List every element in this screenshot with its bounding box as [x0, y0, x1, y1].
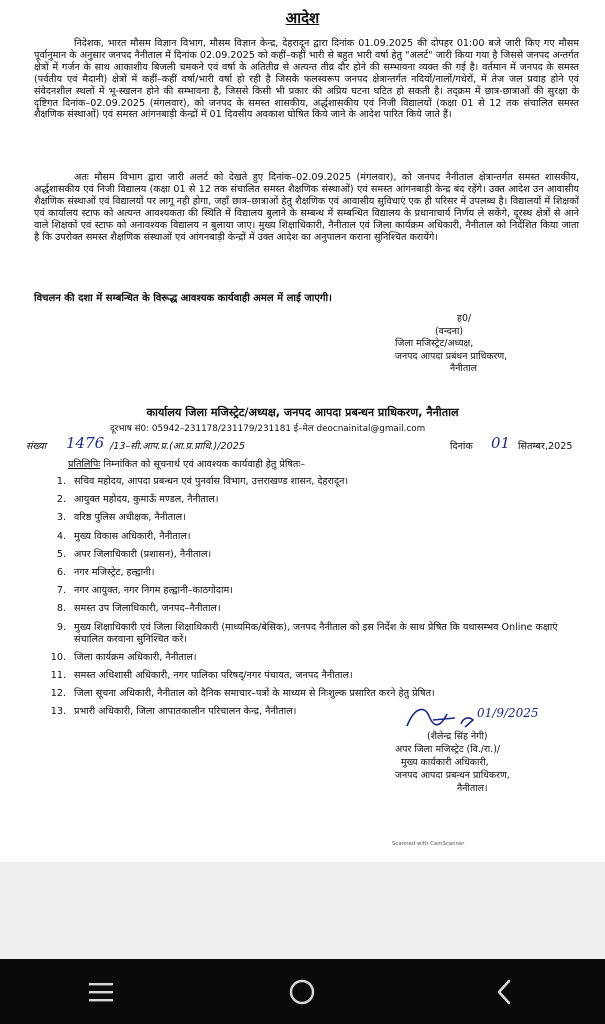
home-button[interactable]: [272, 967, 332, 1017]
recipient-text: नगर आयुक्त, नगर निगम हल्द्वानी–काठगोदाम।: [74, 585, 233, 597]
recipient-text: वरिष्ठ पुलिस अधीक्षक, नैनीताल।: [74, 512, 186, 524]
recipient-text: मुख्य विकास अधिकारी, नैनीताल।: [74, 530, 191, 542]
paragraph-1: निदेशक, भारत मौसम विज्ञान विभाग, मौसम विज्ञान केन्द्र, देहरादून द्वारा दिनांक 01.09.2025 की दोपहर 01:00 बजे जारी किए गए मौसम पूर्वानुमान के अनुसार जनपद नैनीताल में दिनांक 02.09.2025 को कहीं–कहीं भारी से बहुत भारी वर्षा हेतु "अलर्ट" जारी किया गया है जिससे जनपद अन्तर्गत क्षेत्रों में गर्जन के साथ आकाशीय बिजली चमकने एवं वर्षा के अतितीव्र से अत्यन्त तीव्र दौर होने की सम्भावना व्यक्त की गई है। वर्तमान में जनपद के समस्त (पर्वतीय एवं मैदानी) क्षेत्रों में कहीं–कहीं वर्षा/भारी वर्षा हो रही है जिसके फलस्वरूप जनपद क्षेत्रान्तर्गत नदियों/नालों/गधेरों, में तेज जल प्रवाह होने एवं संवेदनशील स्थलों में भू-स्खलन होने की सम्भावना है, जिससे किसी भी प्रकार की अप्रिय घटना घटित हो सकती है। तद्क्रम में छात्र-छात्राओं की सुरक्षा के दृष्टिगत दिनांक–02.09.2025 (मंगलवार), को जनपद के समस्त शासकीय, अर्द्धशासकीय एवं निजी विद्यालयों (कक्षा 01 से 12 तक संचालित समस्त शैक्षणिक संस्थाओं) एवं समस्त आंगनबाड़ी केन्द्रों में 01 दिवसीय अवकाश घोषित किये जाने के आदेश पारित किये जाते हैं।: [34, 38, 579, 121]
recipient-item: [44, 688, 584, 700]
ref-suffix: /13–सी.आप.प्र.(आ.प्र.प्राधि.)/2025: [110, 441, 245, 452]
recipient-text: प्रभारी अधिकारी, जिला आपातकालीन परिचालन केन्द्र, नैनीताल।: [74, 706, 297, 718]
recipient-text: समस्त अधिशासी अधिकारी, नगर पालिका परिषद्/नगर पंचायत, जनपद नैनीताल।: [74, 669, 353, 681]
recipient-item: [44, 585, 584, 597]
office-heading: कार्यालय जिला मजिस्ट्रेट/अध्यक्ष, जनपद आपदा प्रबन्धन प्राधिकरण, नैनीताल: [146, 406, 459, 419]
signatory2-authority: जनपद आपदा प्रबन्धन प्राधिकरण,: [395, 770, 510, 782]
signatory-designation: जिला मजिस्ट्रेट/अध्यक्ष,: [395, 338, 474, 350]
recipient-number: 8.: [56, 603, 66, 615]
signatory-name: (वन्दना): [435, 325, 464, 337]
android-navigation-bar: [0, 959, 605, 1024]
recipient-text: नगर मजिस्ट्रेट, हल्द्वानी।: [74, 567, 155, 579]
recipient-number: 4.: [56, 530, 66, 542]
recipient-number: 5.: [56, 548, 66, 560]
recipient-number: 7.: [56, 585, 66, 597]
recipient-text: आयुक्त महोदय, कुमाऊँ मण्डल, नैनीताल।: [74, 494, 219, 506]
document-title: आदेश: [285, 9, 320, 27]
recipient-item: [44, 603, 584, 615]
recipient-text: मुख्य शिक्षाधिकारी एवं जिला शिक्षाधिकारी (माध्यमिक/बेसिक), जनपद नैनीताल को इस निर्देश के साथ प्रेषित कि यथासम्भव Online कक्षाएं संचालित करवाना सुनिश्चित करें।: [74, 621, 558, 645]
signatory-place: नैनीताल: [450, 363, 477, 375]
recipient-number: 3.: [56, 512, 66, 524]
recipient-item: [44, 670, 584, 682]
recipient-item: [44, 531, 584, 543]
contact-line: दूरभाष सं0: 05942–231178/231179/231181 ई–मेल deocnainital@gmail.com: [110, 424, 426, 434]
signatory-authority: जनपद आपदा प्रबंधन प्राधिकरण,: [395, 350, 508, 362]
recipient-number: 1.: [56, 476, 66, 487]
recipient-number: 6.: [56, 567, 66, 579]
signature-date: 01/9/2025: [477, 706, 539, 720]
recipient-item: [44, 494, 584, 506]
recipient-item: [44, 652, 584, 664]
back-chevron-icon: [492, 977, 516, 1007]
recipient-item: [44, 549, 584, 561]
date-suffix: सितम्बर,2025: [518, 441, 573, 452]
recipient-number: 11.: [50, 669, 66, 681]
signed-mark: ह0/: [457, 313, 472, 324]
ref-prefix: संख्या: [26, 441, 47, 452]
recipient-text: जिला कार्यक्रम अधिकारी, नैनीताल।: [74, 651, 197, 663]
recent-apps-button[interactable]: [71, 967, 131, 1017]
signature-block-district-magistrate: [395, 313, 585, 376]
copy-heading-text: निम्नांकित को सूचनार्थ एवं आवश्यक कार्यवाही हेतु प्रेषितः–: [103, 459, 306, 470]
home-circle-icon: [287, 977, 317, 1007]
ref-number-handwritten: 1476: [66, 434, 105, 452]
copy-heading-label: प्रतिलिपिः: [68, 459, 101, 470]
recipient-text: सचिव महोदय, आपदा प्रबन्धन एवं पुनर्वास विभाग, उत्तराखण्ड शासन, देहरादून।: [74, 476, 349, 487]
recipient-number: 2.: [56, 494, 66, 506]
recipient-number: 13.: [50, 706, 66, 718]
recipient-number: 10.: [50, 651, 66, 663]
signatory2-place: नैनीताल।: [457, 783, 488, 795]
recipient-number: 9.: [56, 621, 66, 633]
recipient-item: [44, 476, 584, 488]
scanner-watermark: Scanned with CamScanner: [392, 841, 465, 847]
paragraph-2: अतः मौसम विभाग द्वारा जारी अलर्ट को देखते हुए दिनांक–02.09.2025 (मंगलवार), को जनपद नैनीताल क्षेत्रान्तर्गत समस्त शासकीय, अर्द्धशासकीय एवं निजी विद्यालय (कक्षा 01 से 12 तक संचालित समस्त शैक्षणिक संस्थाओं) एवं समस्त आंगनबाड़ी केन्द्र बंद रहेंगे। उक्त आदेश उन आवासीय शैक्षणिक संस्थाओं एवं विद्यालयों पर लागू नही होगा, जहाँ छात्र–छात्राओं हेतु शैक्षणिक एवं आवासीय सुविधाएं एक ही परिसर में उपलब्ध है। विद्यालयों में शिक्षकों एवं कार्यालय स्टाफ को अत्यन्त आवश्यकता की स्थिति में विद्यालय बुलाने के सम्बन्ध में सम्बन्धित विद्यालय के प्रधानाचार्य निर्णय ले सकेंगे, दूरस्थ क्षेत्रों से आने वाले शिक्षकों एवं स्टाफ को अनावश्यक विद्यालय न बुलाया जाए। मुख्य शिक्षाधिकारी, नैनीताल एवं जिला कार्यक्रम अधिकारी, नैनीताल को निर्देशित किया जाता है कि उपरोक्त समस्त शैक्षणिक संस्थाओं एवं आंगनबाड़ी केन्द्रों में उक्त आदेश का अनुपालन कराना सुनिश्चित करायेंगे।: [34, 172, 579, 243]
recipient-number: 12.: [50, 688, 66, 700]
recipient-item: [44, 622, 584, 646]
signature-block-additional-magistrate: [395, 730, 585, 795]
recipient-item: [44, 567, 584, 579]
signatory2-name: (शैलेन्द्र सिंह नेगी): [427, 731, 488, 742]
signatory2-designation: अपर जिला मजिस्ट्रेट (वि./रा.)/: [395, 744, 501, 756]
viewer-background: [0, 862, 605, 959]
copy-heading: [68, 457, 305, 470]
recipient-list: [44, 476, 584, 725]
signatory2-role: मुख्य कार्यकारी अधिकारी,: [401, 757, 489, 769]
recipient-text: समस्त उप जिलाधिकारी, जनपद–नैनीताल।: [74, 603, 221, 615]
recipient-text: जिला सूचना अधिकारी, नैनीताल को दैनिक समाचार–पत्रों के माध्यम से निःशुल्क प्रसारित करने हेतु प्रेषित।: [74, 688, 435, 700]
reference-line: [26, 436, 586, 454]
paragraph-3: विचलन की दशा में सम्बन्धित के विरूद्ध आवश्यक कार्यवाही अमल में लाई जाएगी।: [34, 293, 332, 304]
back-button[interactable]: [474, 967, 534, 1017]
recipient-item: [44, 512, 584, 524]
menu-icon: [87, 980, 115, 1004]
date-day-handwritten: 01: [491, 434, 511, 452]
recipient-text: अपर जिलाधिकारी (प्रशासन), नैनीताल।: [74, 548, 212, 560]
date-prefix: दिनांक: [450, 441, 473, 452]
